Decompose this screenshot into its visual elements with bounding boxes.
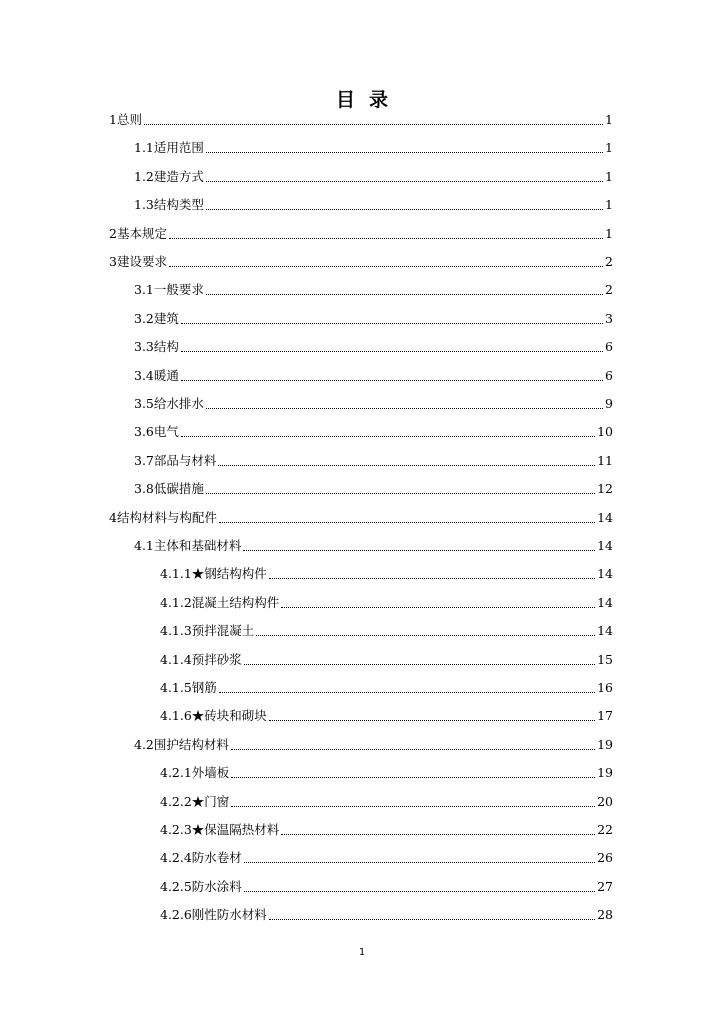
toc-entry-page: 28 bbox=[597, 907, 613, 923]
toc-dot-leader bbox=[243, 550, 595, 551]
toc-entry[interactable] bbox=[160, 562, 613, 582]
toc-entry-label: 4结构材料与构配件 bbox=[109, 509, 217, 525]
toc-entry-label: 3.6电气 bbox=[134, 424, 179, 440]
toc-entry-label: 4.2.4防水卷材 bbox=[160, 850, 242, 866]
toc-entry-label: 2基本规定 bbox=[109, 225, 167, 241]
toc-entry[interactable] bbox=[134, 335, 613, 355]
toc-entry[interactable] bbox=[160, 818, 613, 838]
toc-entry-label: 4.2围护结构材料 bbox=[134, 736, 229, 752]
toc-entry[interactable] bbox=[134, 733, 613, 753]
toc-entry-label: 4.1.3预拌混凝土 bbox=[160, 623, 255, 639]
toc-entry[interactable] bbox=[134, 278, 613, 298]
toc-entry-label: 4.1.2混凝土结构构件 bbox=[160, 594, 280, 610]
toc-entry-page: 6 bbox=[605, 367, 613, 383]
toc-entry[interactable] bbox=[109, 222, 613, 242]
toc-dot-leader bbox=[219, 522, 595, 523]
toc-entry-label: 1.1适用范围 bbox=[134, 140, 204, 156]
toc-entry[interactable] bbox=[160, 761, 613, 781]
toc-entry[interactable] bbox=[160, 875, 613, 895]
toc-dot-leader bbox=[231, 777, 595, 778]
toc-entry-label: 4.1.6★砖块和砌块 bbox=[160, 708, 267, 724]
toc-dot-leader bbox=[181, 323, 603, 324]
toc-dot-leader bbox=[219, 692, 595, 693]
toc-entry-label: 4.1.5钢筋 bbox=[160, 680, 217, 695]
toc-dot-leader bbox=[181, 436, 595, 437]
toc-entry-label: 3.4暖通 bbox=[134, 367, 179, 383]
toc-dot-leader bbox=[269, 720, 595, 721]
toc-dot-leader bbox=[206, 294, 603, 295]
toc-entry[interactable] bbox=[160, 648, 613, 668]
toc-entry-page: 14 bbox=[597, 594, 613, 610]
toc-entry-page: 14 bbox=[597, 509, 613, 525]
toc-entry-label: 3.7部品与材料 bbox=[134, 452, 217, 468]
toc-entry-page: 1 bbox=[605, 112, 613, 127]
toc-entry-label: 3.5给水排水 bbox=[134, 396, 204, 411]
toc-entry-page: 20 bbox=[597, 793, 613, 809]
toc-entry[interactable] bbox=[134, 449, 613, 469]
toc-entry-page: 15 bbox=[597, 651, 613, 667]
toc-entry-page: 9 bbox=[605, 396, 613, 411]
toc-entry[interactable] bbox=[134, 193, 613, 213]
toc-entry-page: 14 bbox=[597, 566, 613, 582]
toc-entry-label: 4.1.1★钢结构构件 bbox=[160, 566, 267, 582]
toc-entry-page: 6 bbox=[605, 339, 613, 355]
toc-entry[interactable] bbox=[109, 108, 613, 128]
toc-entry-label: 3.2建筑 bbox=[134, 310, 179, 326]
toc-entry-page: 1 bbox=[605, 168, 613, 184]
toc-entry-page: 12 bbox=[597, 481, 613, 497]
toc-entry-label: 1.2建造方式 bbox=[134, 168, 204, 184]
toc-dot-leader bbox=[206, 408, 603, 409]
toc-dot-leader bbox=[206, 493, 595, 494]
toc-entry[interactable] bbox=[160, 903, 613, 923]
toc-dot-leader bbox=[281, 607, 595, 608]
toc-entry-page: 2 bbox=[605, 254, 613, 269]
toc-entry-label: 3.3结构 bbox=[134, 339, 179, 355]
toc-dot-leader bbox=[231, 806, 595, 807]
toc-dot-leader bbox=[206, 152, 603, 153]
toc-entry[interactable] bbox=[160, 846, 613, 866]
toc-dot-leader bbox=[218, 465, 595, 466]
toc-entry-label: 3.1一般要求 bbox=[134, 282, 204, 298]
toc-entry-label: 1.3结构类型 bbox=[134, 197, 204, 213]
toc-entry[interactable] bbox=[160, 591, 613, 611]
toc-entry-label: 4.2.1外墙板 bbox=[160, 765, 230, 781]
toc-entry-page: 19 bbox=[597, 765, 613, 781]
toc-dot-leader bbox=[206, 181, 603, 182]
toc-dot-leader bbox=[206, 209, 603, 210]
toc-entry[interactable] bbox=[109, 250, 613, 270]
toc-entry[interactable] bbox=[134, 534, 613, 554]
toc-entry[interactable] bbox=[134, 165, 613, 185]
toc-dot-leader bbox=[169, 238, 603, 239]
toc-dot-leader bbox=[256, 635, 595, 636]
toc-dot-leader bbox=[244, 664, 595, 665]
toc-entry-label: 1总则 bbox=[109, 112, 142, 127]
toc-dot-leader bbox=[244, 862, 595, 863]
toc-dot-leader bbox=[269, 919, 595, 920]
toc-entry-label: 4.2.5防水涂料 bbox=[160, 878, 242, 894]
toc-dot-leader bbox=[231, 749, 595, 750]
toc-dot-leader bbox=[169, 266, 603, 267]
toc-entry[interactable] bbox=[134, 136, 613, 156]
toc-entry[interactable] bbox=[134, 420, 613, 440]
toc-entry[interactable] bbox=[109, 506, 613, 526]
toc-dot-leader bbox=[281, 834, 595, 835]
toc-entry-page: 27 bbox=[597, 878, 613, 894]
toc-entry[interactable] bbox=[160, 676, 613, 696]
page-number: 1 bbox=[358, 947, 366, 958]
toc-entry-page: 3 bbox=[605, 310, 613, 326]
toc-entry-page: 17 bbox=[597, 708, 613, 724]
toc-entry-label: 4.1.4预拌砂浆 bbox=[160, 651, 242, 667]
toc-entry-page: 26 bbox=[597, 850, 613, 866]
toc-entry[interactable] bbox=[134, 364, 613, 384]
toc-entry-page: 1 bbox=[605, 140, 613, 156]
toc-entry-label: 4.2.3★保温隔热材料 bbox=[160, 822, 280, 837]
toc-entry[interactable] bbox=[160, 704, 613, 724]
toc-dot-leader bbox=[269, 578, 595, 579]
toc-dot-leader bbox=[181, 351, 603, 352]
toc-dot-leader bbox=[244, 891, 595, 892]
toc-entry-page: 1 bbox=[605, 225, 613, 241]
toc-entry-page: 1 bbox=[605, 197, 613, 213]
toc-dot-leader bbox=[181, 380, 603, 381]
toc-entry-label: 4.2.2★门窗 bbox=[160, 793, 230, 809]
toc-entry-page: 19 bbox=[597, 736, 613, 752]
toc-entry-label: 3建设要求 bbox=[109, 254, 167, 269]
toc-entry-page: 11 bbox=[597, 452, 613, 468]
toc-entry-page: 10 bbox=[597, 424, 613, 440]
page-title: 目录 bbox=[335, 89, 402, 111]
toc-entry-page: 2 bbox=[605, 282, 613, 298]
toc-entry-page: 14 bbox=[597, 538, 613, 553]
toc-entry-page: 22 bbox=[597, 822, 613, 837]
toc-dot-leader bbox=[144, 124, 603, 125]
toc-entry-page: 16 bbox=[597, 680, 613, 695]
toc-entry-label: 4.2.6刚性防水材料 bbox=[160, 907, 267, 923]
toc-entry[interactable] bbox=[134, 477, 613, 497]
toc-entry-label: 3.8低碳措施 bbox=[134, 481, 204, 497]
toc-entry[interactable] bbox=[160, 619, 613, 639]
toc-entry-label: 4.1主体和基础材料 bbox=[134, 538, 242, 553]
toc-entry[interactable] bbox=[134, 307, 613, 327]
toc-entry[interactable] bbox=[134, 392, 613, 412]
toc-entry-page: 14 bbox=[597, 623, 613, 639]
toc-entry[interactable] bbox=[160, 790, 613, 810]
